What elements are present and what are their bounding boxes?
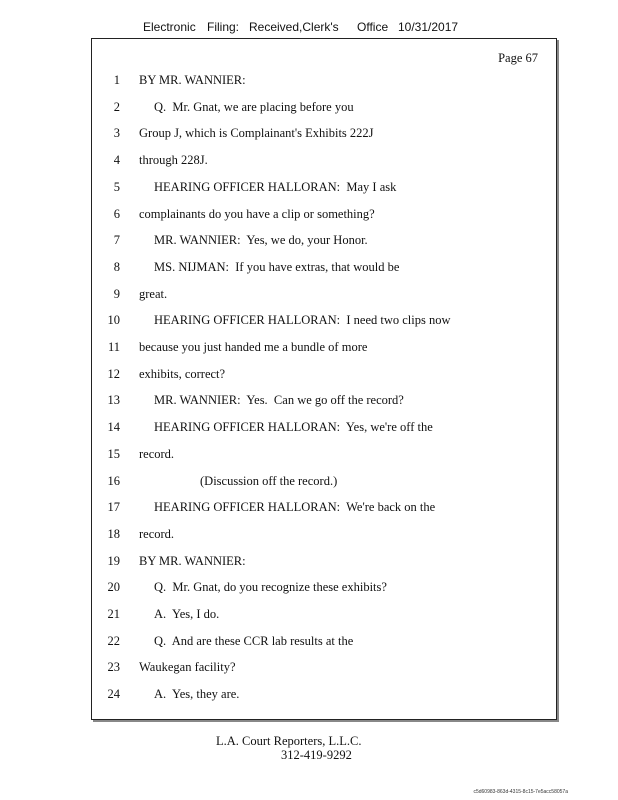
- line-number: 16: [107, 473, 120, 488]
- line-number: 11: [107, 340, 120, 354]
- line-text: Q. Mr. Gnat, we are placing before you: [154, 99, 354, 114]
- transcript-line: [92, 420, 558, 440]
- line-number: 3: [113, 126, 120, 141]
- reporter-company: L.A. Court Reporters, L.L.C.: [216, 734, 362, 748]
- transcript-line: [92, 580, 558, 600]
- transcript-line: [92, 260, 558, 280]
- transcript-line: [92, 554, 558, 574]
- filing-stamp-header: [0, 20, 618, 38]
- line-text: great.: [139, 286, 168, 301]
- transcript-line: [92, 73, 558, 93]
- transcript-line: [92, 607, 558, 627]
- line-text: MS. NIJMAN: If you have extras, that would be: [154, 259, 400, 274]
- line-text: HEARING OFFICER HALLORAN: We're back on the: [154, 500, 436, 515]
- line-text: MR. WANNIER: Yes. Can we go off the record?: [154, 393, 404, 408]
- transcript-line: [92, 660, 558, 680]
- line-text: BY MR. WANNIER:: [139, 553, 246, 568]
- transcript-line: [92, 340, 558, 360]
- line-number: 15: [107, 446, 120, 461]
- transcript-line: [92, 207, 558, 227]
- line-text: BY MR. WANNIER:: [139, 73, 246, 87]
- line-text: A. Yes, I do.: [154, 607, 220, 621]
- line-number: 4: [113, 153, 120, 168]
- transcript-page: [91, 38, 557, 720]
- line-number: 21: [107, 607, 120, 621]
- line-text: record.: [139, 526, 175, 541]
- line-text: (Discussion off the record.): [200, 473, 338, 488]
- line-number: 8: [113, 259, 120, 274]
- line-text: HEARING OFFICER HALLORAN: I need two clips now: [154, 313, 451, 328]
- header-word-filing: Filing:: [207, 20, 240, 34]
- line-text: MR. WANNIER: Yes, we do, your Honor.: [154, 233, 368, 248]
- line-number: 14: [107, 420, 120, 435]
- line-number: 6: [113, 206, 120, 221]
- header-word-date: 10/31/2017: [398, 20, 459, 34]
- line-number: 22: [107, 633, 120, 648]
- line-text: exhibits, correct?: [139, 366, 226, 381]
- line-text: through 228J.: [139, 153, 208, 168]
- line-text: Group J, which is Complainant's Exhibits 222J: [139, 126, 374, 141]
- header-word-electronic: Electronic: [143, 20, 196, 34]
- transcript-line: [92, 393, 558, 413]
- line-number: 1: [113, 73, 120, 87]
- line-number: 18: [107, 526, 120, 541]
- transcript-line: [92, 447, 558, 467]
- line-number: 12: [107, 366, 120, 381]
- line-text: Waukegan facility?: [139, 660, 236, 675]
- header-word-office: Office: [357, 20, 389, 34]
- header-word-received-clerks: Received,Clerk's: [249, 20, 339, 34]
- reporter-phone: 312-419-9292: [281, 748, 352, 762]
- line-number: 5: [113, 179, 120, 194]
- line-text: A. Yes, they are.: [154, 687, 240, 702]
- line-text: because you just handed me a bundle of more: [139, 340, 368, 354]
- transcript-line: [92, 153, 558, 173]
- transcript-line: [92, 126, 558, 146]
- line-number: 19: [107, 553, 120, 568]
- line-number: 2: [113, 99, 120, 114]
- line-text: complainants do you have a clip or something?: [139, 206, 375, 221]
- line-number: 17: [107, 500, 120, 515]
- line-number: 13: [107, 393, 120, 408]
- transcript-line: [92, 100, 558, 120]
- transcript-line: [92, 233, 558, 253]
- line-number: 10: [107, 313, 120, 328]
- transcript-line: [92, 527, 558, 547]
- transcript-line: [92, 687, 558, 707]
- transcript-line: [92, 180, 558, 200]
- document-hash: c5d60983-863d-4315-8c15-7e5acc58057a: [473, 789, 568, 795]
- line-text: Q. Mr. Gnat, do you recognize these exhibits?: [154, 580, 387, 595]
- line-text: HEARING OFFICER HALLORAN: May I ask: [154, 179, 397, 194]
- transcript-line: [92, 367, 558, 387]
- line-text: HEARING OFFICER HALLORAN: Yes, we're off the: [154, 420, 433, 435]
- transcript-line: [92, 474, 558, 494]
- line-number: 9: [113, 286, 120, 301]
- transcript-line: [92, 287, 558, 307]
- line-number: 7: [113, 233, 120, 248]
- line-number: 24: [107, 687, 120, 702]
- line-number: 23: [107, 660, 120, 675]
- page-number: Page 67: [498, 51, 538, 65]
- transcript-line: [92, 634, 558, 654]
- line-text: Q. And are these CCR lab results at the: [154, 633, 354, 648]
- transcript-line: [92, 500, 558, 520]
- line-text: record.: [139, 446, 175, 461]
- transcript-line: [92, 313, 558, 333]
- line-number: 20: [107, 580, 120, 595]
